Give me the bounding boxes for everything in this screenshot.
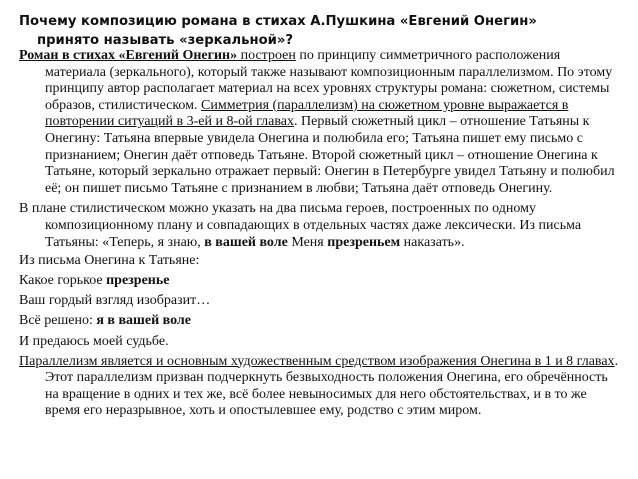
built-word: построен bbox=[237, 48, 296, 63]
paragraph-stylistic bbox=[19, 201, 623, 251]
paragraph-2-text-a: В плане стилистическом можно указать на два письма героев, построенных по одному композиционному плану и совпадающих в отдельных частях даже лексически. Из письма Татьяны: «Теперь, я знаю, bbox=[19, 201, 582, 250]
paragraph-2-text-b: Меня bbox=[287, 234, 328, 250]
quote-line-2-text: Какое горькое bbox=[19, 273, 107, 289]
slide-body bbox=[19, 48, 623, 420]
quote-line-4-text: Всё решено: bbox=[19, 313, 97, 329]
phrase-contempt: презреньем bbox=[327, 234, 401, 250]
slide-heading bbox=[19, 12, 637, 50]
symmetry-statement: Симметрия (параллелизм) на сюжетном уровне выражается в повторении ситуаций в 3-ей и 8-ой главах bbox=[45, 97, 569, 130]
paragraph-1-text-b: . Первый сюжетный цикл – отношение Татьяны к Онегину: Татьяна впервые увидела Онегина и полюбила его; Татьяна пишет ему письмо с признанием; Онегин даёт отповедь Татьяне. Второй сюжетный цикл – отношение Онегина к Татьяне, который зеркально отражает первый: Онегин в Петербурге увидел Татьяну и полюбил её; он пишет письмо Татьяне с признанием в любви; Татьяна даёт отповедь Онегину. bbox=[45, 114, 615, 196]
quote-line-5: И предаюсь моей судьбе. bbox=[19, 333, 169, 349]
novel-title-phrase: Роман в стихах «Евгений Онегин» bbox=[19, 48, 238, 63]
paragraph-3-text: . Этот параллелизм призван подчеркнуть безвыходность положения Онегина, его обречённость на вращение в одних и тех же, всё более невыносимых для него обстоятельствах, и в то же время его неразрывное, хоть и опостылевшее ему, родство с этим миром. bbox=[45, 353, 619, 419]
quote-line-2 bbox=[19, 273, 623, 290]
quote-line-1: Из письма Онегина к Татьяне: bbox=[19, 253, 200, 269]
paragraph-structure bbox=[19, 48, 623, 197]
phrase-in-your-will: в вашей воле bbox=[204, 234, 288, 250]
paragraph-parallelism bbox=[19, 354, 623, 420]
parallelism-statement: Параллелизм является и основным художественным средством изображения Онегина в 1 и 8 главах bbox=[19, 353, 615, 369]
paragraph-2-text-c: наказать». bbox=[400, 234, 465, 250]
quote-line-3: Ваш гордый взгляд изобразит… bbox=[19, 293, 211, 309]
quote-line-2-bold: презренье bbox=[106, 273, 170, 289]
quote-line-4-bold: я в вашей воле bbox=[96, 313, 192, 329]
paragraph-1-text-a: по принципу симметричного расположения материала (зеркального), который также называют композиционным параллелизмом. По этому принципу автор располагает материал на всех уровнях структуры романа: сюжетном, системы образов, стилистическом. bbox=[45, 48, 613, 113]
heading-line-2: принято называть «зеркальной»? bbox=[37, 33, 294, 48]
quote-line-4 bbox=[19, 313, 623, 330]
heading-line-1: Почему композицию романа в стихах А.Пушкина «Евгений Онегин» bbox=[19, 14, 537, 29]
